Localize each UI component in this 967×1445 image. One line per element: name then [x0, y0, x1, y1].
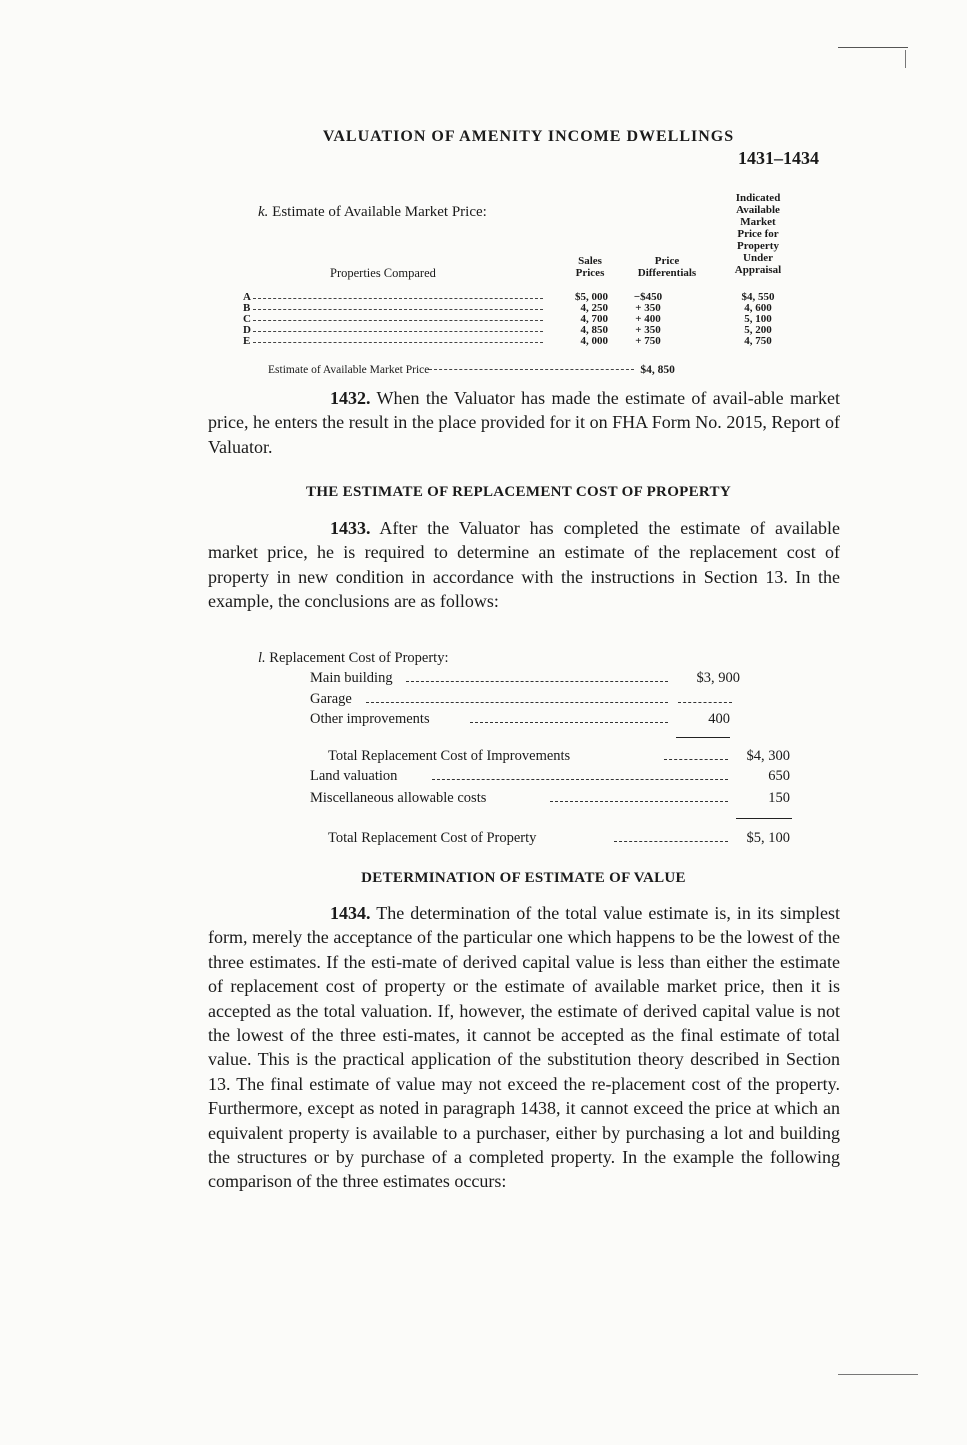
page-header-title: VALUATION OF AMENITY INCOME DWELLINGS	[322, 128, 735, 145]
row-price-diff: −$450	[633, 291, 663, 303]
properties-compared-header: Properties Compared	[330, 266, 436, 280]
main-building-leader	[406, 681, 668, 682]
row-label: B	[243, 302, 251, 314]
main-building-value: $3, 900	[696, 670, 740, 686]
other-improvements-value: 400	[708, 711, 730, 727]
garage-value-dash	[678, 702, 732, 703]
row-sales-price: 4, 000	[580, 335, 608, 347]
total-improvements-row	[328, 746, 790, 766]
row-label: E	[243, 335, 251, 347]
row-price-diff: + 350	[635, 324, 661, 336]
table-row	[243, 336, 803, 347]
row-leader	[253, 309, 543, 310]
indicated-header-line: Indicated	[735, 192, 781, 204]
main-building-row	[310, 668, 740, 688]
market-price-letter: k.	[258, 204, 269, 220]
total-improvements-value: $4, 300	[746, 748, 790, 764]
indicated-header-line: Available	[736, 204, 780, 216]
row-indicated-price: 4, 600	[744, 302, 772, 314]
replacement-cost-title: Replacement Cost of Property:	[269, 650, 449, 666]
garage-leader	[366, 702, 668, 703]
sales-header-line: Prices	[575, 267, 605, 279]
top-border-tick	[905, 50, 906, 68]
misc-costs-label: Miscellaneous allowable costs	[310, 790, 487, 806]
indicated-price-header	[708, 192, 808, 276]
total-improvements-label: Total Replacement Cost of Improvements	[328, 748, 571, 764]
row-price-diff: + 750	[635, 335, 661, 347]
table-row	[243, 314, 803, 325]
indicated-header-line: Property	[737, 240, 779, 252]
sales-header-line: Sales	[578, 255, 602, 267]
row-leader	[253, 342, 543, 343]
indicated-header-line: Under	[743, 252, 773, 264]
price-differentials-header	[626, 255, 708, 279]
row-price-diff: + 400	[635, 313, 661, 325]
page-range: 1431–1434	[738, 148, 819, 168]
row-label: C	[243, 313, 251, 325]
row-label: A	[243, 291, 251, 303]
diff-header-line: Price	[654, 255, 680, 267]
bottom-border-rule	[838, 1374, 918, 1375]
row-indicated-price: $4, 550	[741, 291, 775, 303]
land-valuation-leader	[432, 779, 728, 780]
total-improvements-leader	[664, 759, 728, 760]
paragraph-number: 1434.	[330, 903, 371, 923]
indicated-header-line: Price for	[737, 228, 779, 240]
total-property-leader	[614, 841, 728, 842]
indicated-header-line: Appraisal	[734, 264, 782, 276]
paragraph-1434	[208, 901, 840, 1194]
misc-costs-row	[310, 788, 790, 808]
indicated-header-line: Market	[740, 216, 776, 228]
land-valuation-row	[310, 766, 790, 786]
replacement-cost-letter: l.	[258, 650, 266, 666]
total-property-value: $5, 100	[746, 830, 790, 846]
sales-prices-header	[564, 255, 616, 279]
paragraph-text: The determination of the total value estimate is, in its simplest form, merely the acceptance of the particular one which happens to be the lowest of the three estimates. If the esti-mate of derived capital value is less than either the estimate of replacement cost of property or the estimate of available market price, then it is accepted as the total valuation. If, however, the estimate of derived capital value is not the lowest of the three esti-mates, it cannot be accepted as the final estimate of total value. This is the practical application of the substitution theory described in Section 13. The final estimate of value may not exceed the re-placement cost of the property. Furthermore, except as noted in paragraph 1438, it cannot exceed the price at which an equivalent property is available to a purchaser, either by purchasing a lot and building the structures or by purchase of a completed property. In the example the following comparison of the three estimates occurs:	[208, 903, 840, 1192]
other-improvements-leader	[470, 722, 668, 723]
main-building-label: Main building	[310, 670, 393, 686]
estimate-available-market-price	[268, 364, 675, 376]
estimate-label: Estimate of Available Market Price	[268, 364, 430, 376]
total-rule	[736, 818, 792, 819]
estimate-leader	[429, 369, 634, 370]
total-property-row	[328, 828, 790, 848]
table-row	[243, 303, 803, 314]
row-sales-price: $5, 000	[575, 291, 608, 303]
other-improvements-row	[310, 709, 740, 729]
row-leader	[253, 320, 543, 321]
replacement-cost-label	[258, 650, 448, 667]
land-valuation-label: Land valuation	[310, 768, 398, 784]
row-leader	[253, 331, 543, 332]
row-price-diff: + 350	[635, 302, 661, 314]
row-leader	[253, 298, 543, 299]
other-improvements-label: Other improvements	[310, 711, 430, 727]
row-sales-price: 4, 700	[580, 313, 608, 325]
row-indicated-price: 5, 200	[744, 324, 772, 336]
row-indicated-price: 4, 750	[744, 335, 772, 347]
row-indicated-price: 5, 100	[744, 313, 772, 325]
paragraph-1433	[208, 516, 840, 614]
garage-label: Garage	[310, 691, 352, 707]
section-heading-determination: DETERMINATION OF ESTIMATE OF VALUE	[361, 870, 686, 886]
paragraph-number: 1433.	[330, 518, 371, 538]
misc-costs-leader	[550, 801, 728, 802]
market-price-label	[258, 204, 487, 221]
subtotal-rule	[676, 737, 730, 738]
paragraph-number: 1432.	[330, 388, 371, 408]
estimate-value: $4, 850	[640, 364, 675, 376]
row-label: D	[243, 324, 251, 336]
paragraph-text: When the Valuator has made the estimate of avail-able market price, he enters the result in the place provided for it on FHA Form No. 2015, Report of Valuator.	[208, 388, 840, 457]
row-sales-price: 4, 850	[580, 324, 608, 336]
misc-costs-value: 150	[768, 790, 790, 806]
paragraph-1432	[208, 386, 840, 459]
table-row	[243, 325, 803, 336]
top-border-rule	[838, 47, 908, 48]
diff-header-line: Differentials	[637, 267, 697, 279]
total-property-label: Total Replacement Cost of Property	[328, 830, 537, 846]
land-valuation-value: 650	[768, 768, 790, 784]
garage-row	[310, 689, 740, 709]
section-heading-replacement: THE ESTIMATE OF REPLACEMENT COST OF PROPERTY	[306, 484, 731, 500]
paragraph-text: After the Valuator has completed the estimate of available market price, he is required to determine an estimate of the replacement cost of property in new condition in accordance with the instructions in Section 13. In the example, the conclusions are as follows:	[208, 518, 840, 612]
table-row	[243, 292, 803, 303]
row-sales-price: 4, 250	[580, 302, 608, 314]
market-price-title: Estimate of Available Market Price:	[272, 204, 487, 220]
